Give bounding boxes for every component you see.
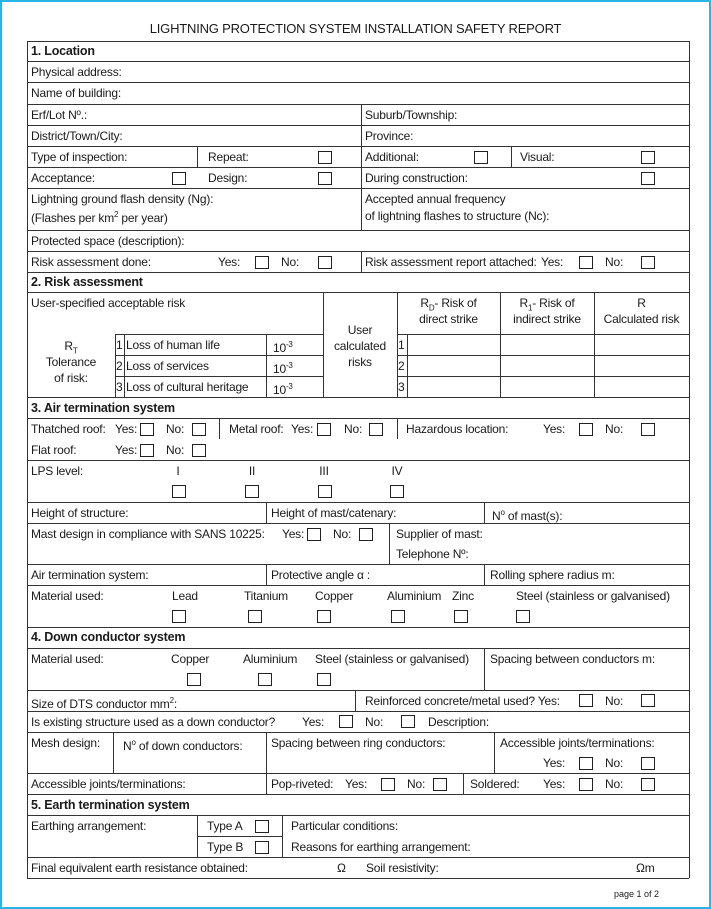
additional-checkbox[interactable] bbox=[474, 151, 488, 164]
risk-row-num-right: 1 bbox=[398, 338, 405, 352]
risk-report-no-label: No: bbox=[605, 255, 624, 269]
thatched-no-checkbox[interactable] bbox=[192, 423, 206, 436]
metal-yes-label: Yes: bbox=[291, 422, 314, 436]
down-copper-label: Copper bbox=[171, 652, 210, 666]
reasons-label: Reasons for earthing arrangement: bbox=[291, 840, 471, 854]
soldered-yes-checkbox[interactable] bbox=[579, 778, 593, 791]
type-a-checkbox[interactable] bbox=[255, 820, 269, 833]
user-calc-label: User bbox=[347, 323, 373, 337]
risk-row-value: $10^{-3}$ bbox=[273, 340, 293, 355]
down-steel-checkbox[interactable] bbox=[317, 673, 331, 686]
down-material-label: Material used: bbox=[31, 652, 104, 666]
pop-riveted-label: Pop-riveted: bbox=[271, 777, 334, 791]
ring-spacing-label: Spacing between ring conductors: bbox=[271, 736, 446, 750]
down-copper-checkbox[interactable] bbox=[187, 673, 201, 686]
protective-angle-label: Protective angle α : bbox=[271, 568, 370, 582]
rd-header-2: direct strike bbox=[419, 312, 478, 326]
thatched-yes-label: Yes: bbox=[115, 422, 138, 436]
user-specified-label: User-specified acceptable risk bbox=[31, 296, 186, 310]
visual-checkbox[interactable] bbox=[641, 151, 655, 164]
lps-level-iv-checkbox[interactable] bbox=[390, 485, 404, 498]
section-3-heading: 3. Air termination system bbox=[31, 401, 175, 415]
lps-level-i-checkbox[interactable] bbox=[172, 485, 186, 498]
erf-label: Erf/Lot Nº.: bbox=[31, 108, 88, 122]
soldered-yes-label: Yes: bbox=[543, 777, 566, 791]
risk-done-no-checkbox[interactable] bbox=[318, 256, 332, 269]
suburb-label: Suburb/Township: bbox=[365, 108, 458, 122]
ri-header-2: indirect strike bbox=[513, 312, 581, 326]
num-masts-label: $N^o$ of mast(s): bbox=[492, 508, 563, 523]
risk-done-yes-label: Yes: bbox=[218, 255, 241, 269]
hazardous-no-label: No: bbox=[605, 422, 624, 436]
particular-conditions-label: Particular conditions: bbox=[291, 819, 398, 833]
accessible-joints-label: Accessible joints/terminations: bbox=[500, 736, 655, 750]
joints-yes-label: Yes: bbox=[543, 756, 566, 770]
height-structure-label: Height of structure: bbox=[31, 506, 129, 520]
lps-level-iii-checkbox[interactable] bbox=[318, 485, 332, 498]
risk-row-num-right: 2 bbox=[398, 359, 405, 373]
pop-riveted-yes-label: Yes: bbox=[345, 777, 368, 791]
description-label: Description: bbox=[428, 715, 489, 729]
reinforced-label: Reinforced concrete/metal used? Yes: bbox=[365, 694, 560, 708]
reinforced-yes-checkbox[interactable] bbox=[579, 694, 593, 707]
joints-no-label: No: bbox=[605, 756, 624, 770]
repeat-checkbox[interactable] bbox=[318, 151, 332, 164]
final-resistance-label: Final equivalent earth resistance obtained: bbox=[31, 861, 248, 875]
joints-yes-checkbox[interactable] bbox=[579, 757, 593, 770]
section-1-heading: 1. Location bbox=[31, 44, 95, 58]
ohm-unit: Ω bbox=[337, 861, 346, 875]
material-zinc-checkbox[interactable] bbox=[454, 610, 468, 623]
soil-resistivity-label: Soil resistivity: bbox=[366, 861, 439, 875]
risk-row-label: Loss of services bbox=[126, 359, 209, 373]
risk-row-num-right: 3 bbox=[398, 380, 405, 394]
reinforced-no-label: No: bbox=[605, 694, 624, 708]
r-header-2: Calculated risk bbox=[603, 312, 680, 326]
existing-yes-label: Yes: bbox=[302, 715, 325, 729]
during-construction-label: During construction: bbox=[365, 171, 468, 185]
existing-no-checkbox[interactable] bbox=[401, 715, 415, 728]
down-steel-label: Steel (stainless or galvanised) bbox=[315, 652, 469, 666]
joints-no-checkbox[interactable] bbox=[641, 757, 655, 770]
type-b-checkbox[interactable] bbox=[255, 841, 269, 854]
mast-design-yes-label: Yes: bbox=[282, 527, 305, 541]
rolling-sphere-label: Rolling sphere radius m: bbox=[490, 568, 615, 582]
acceptance-label: Acceptance: bbox=[31, 171, 95, 185]
lps-level-label: LPS level: bbox=[31, 464, 84, 478]
material-zinc-label: Zinc bbox=[452, 589, 474, 603]
flash-density-label: Lightning ground flash density (Ng): bbox=[31, 192, 214, 206]
metal-no-checkbox[interactable] bbox=[369, 423, 383, 436]
flat-no-checkbox[interactable] bbox=[192, 444, 206, 457]
risk-done-yes-checkbox[interactable] bbox=[255, 256, 269, 269]
metal-yes-checkbox[interactable] bbox=[317, 423, 331, 436]
mast-design-no-checkbox[interactable] bbox=[359, 528, 373, 541]
down-aluminium-label: Aluminium bbox=[243, 652, 298, 666]
type-inspection-label: Type of inspection: bbox=[31, 150, 128, 164]
pop-riveted-no-checkbox[interactable] bbox=[433, 778, 447, 791]
material-aluminium-label: Aluminium bbox=[387, 589, 442, 603]
risk-done-label: Risk assessment done: bbox=[31, 255, 151, 269]
r-header: R bbox=[637, 296, 646, 310]
pop-riveted-yes-checkbox[interactable] bbox=[381, 778, 395, 791]
acceptance-checkbox[interactable] bbox=[172, 172, 186, 185]
risk-row-num: 3 bbox=[116, 380, 123, 394]
ri-header: $R_1-$ Risk of bbox=[519, 296, 575, 313]
spacing-conductors-label: Spacing between conductors m: bbox=[490, 652, 655, 666]
building-name-label: Name of building: bbox=[31, 86, 121, 100]
material-copper-checkbox[interactable] bbox=[317, 610, 331, 623]
section-5-heading: 5. Earth termination system bbox=[31, 798, 190, 812]
visual-label: Visual: bbox=[520, 150, 555, 164]
down-aluminium-checkbox[interactable] bbox=[258, 673, 272, 686]
lps-level-i-label: I bbox=[176, 464, 180, 478]
accepted-frequency-label-2: of lightning flashes to structure (Nc): bbox=[365, 209, 550, 223]
risk-report-yes-checkbox[interactable] bbox=[579, 256, 593, 269]
hazardous-yes-label: Yes: bbox=[543, 422, 566, 436]
thatched-yes-checkbox[interactable] bbox=[140, 423, 154, 436]
accessible-joints-label-2: Accessible joints/terminations: bbox=[31, 777, 186, 791]
lps-level-iii-label: III bbox=[319, 464, 329, 478]
risk-report-label: Risk assessment report attached: bbox=[365, 255, 537, 269]
existing-structure-label: Is existing structure used as a down conductor? bbox=[31, 715, 276, 729]
user-calc-label-2: calculated bbox=[333, 339, 387, 353]
flat-no-label: No: bbox=[166, 443, 185, 457]
material-steel-checkbox[interactable] bbox=[516, 610, 530, 623]
district-label: District/Town/City: bbox=[31, 129, 123, 143]
material-titanium-label: Titanium bbox=[244, 589, 288, 603]
type-b-label: Type B bbox=[207, 840, 244, 854]
design-checkbox[interactable] bbox=[318, 172, 332, 185]
dts-size-label: Size of DTS conductor $mm^2$: bbox=[31, 696, 177, 711]
air-material-label: Material used: bbox=[31, 589, 104, 603]
soldered-no-checkbox[interactable] bbox=[641, 778, 655, 791]
lps-level-ii-label: II bbox=[248, 464, 256, 478]
province-label: Province: bbox=[365, 129, 414, 143]
ohm-m-unit: Ωm bbox=[636, 861, 655, 875]
existing-yes-checkbox[interactable] bbox=[339, 715, 353, 728]
hazardous-yes-checkbox[interactable] bbox=[579, 423, 593, 436]
material-aluminium-checkbox[interactable] bbox=[391, 610, 405, 623]
hazardous-label: Hazardous location: bbox=[406, 422, 509, 436]
tolerance-label-2: of risk: bbox=[54, 371, 88, 385]
section-4-heading: 4. Down conductor system bbox=[31, 630, 186, 644]
risk-row-num: 2 bbox=[116, 359, 123, 373]
mast-design-no-label: No: bbox=[333, 527, 352, 541]
material-lead-label: Lead bbox=[172, 589, 198, 603]
telephone-label: Telephone Nº: bbox=[396, 547, 469, 561]
num-down-conductors-label: $N^o$ of down conductors: bbox=[123, 738, 243, 753]
tolerance-label: Tolerance bbox=[45, 355, 97, 369]
flat-yes-label: Yes: bbox=[115, 443, 138, 457]
mesh-design-label: Mesh design: bbox=[31, 736, 100, 750]
lps-level-iv-label: IV bbox=[391, 464, 403, 478]
risk-done-no-label: No: bbox=[281, 255, 300, 269]
rd-header: $R_D-$ Risk of bbox=[420, 296, 477, 313]
material-steel-label: Steel (stainless or galvanised) bbox=[516, 589, 670, 603]
risk-row-value: $10^{-3}$ bbox=[273, 382, 293, 397]
material-titanium-checkbox[interactable] bbox=[248, 610, 262, 623]
existing-no-label: No: bbox=[365, 715, 384, 729]
type-a-label: Type A bbox=[207, 819, 243, 833]
thatched-roof-label: Thatched roof: bbox=[31, 422, 106, 436]
protected-space-label: Protected space (description): bbox=[31, 234, 185, 248]
thatched-no-label: No: bbox=[166, 422, 185, 436]
supplier-label: Supplier of mast: bbox=[396, 527, 483, 541]
accepted-frequency-label: Accepted annual frequency bbox=[365, 192, 506, 206]
section-2-heading: 2. Risk assessment bbox=[31, 275, 143, 289]
soldered-no-label: No: bbox=[605, 777, 624, 791]
soldered-label: Soldered: bbox=[470, 777, 520, 791]
risk-report-no-checkbox[interactable] bbox=[641, 256, 655, 269]
physical-address-label: Physical address: bbox=[31, 65, 122, 79]
material-copper-label: Copper bbox=[315, 589, 354, 603]
risk-row-num: 1 bbox=[116, 338, 123, 352]
height-mast-label: Height of mast/catenary: bbox=[271, 506, 397, 520]
flat-roof-label: Flat roof: bbox=[31, 443, 77, 457]
additional-label: Additional: bbox=[365, 150, 419, 164]
report-title: LIGHTNING PROTECTION SYSTEM INSTALLATION SAFETY REPORT bbox=[149, 21, 562, 36]
earthing-arrangement-label: Earthing arrangement: bbox=[31, 819, 147, 833]
pop-riveted-no-label: No: bbox=[407, 777, 426, 791]
risk-report-yes-label: Yes: bbox=[541, 255, 564, 269]
metal-no-label: No: bbox=[344, 422, 363, 436]
repeat-label: Repeat: bbox=[208, 150, 249, 164]
user-calc-label-3: risks bbox=[348, 355, 372, 369]
reinforced-no-checkbox[interactable] bbox=[641, 694, 655, 707]
design-label: Design: bbox=[208, 171, 248, 185]
risk-row-label: Loss of cultural heritage bbox=[126, 380, 249, 394]
mast-design-yes-checkbox[interactable] bbox=[307, 528, 321, 541]
risk-row-label: Loss of human life bbox=[126, 338, 220, 352]
hazardous-no-checkbox[interactable] bbox=[641, 423, 655, 436]
air-termination-label: Air termination system: bbox=[31, 568, 149, 582]
material-lead-checkbox[interactable] bbox=[172, 610, 186, 623]
lps-level-ii-checkbox[interactable] bbox=[245, 485, 259, 498]
during-construction-checkbox[interactable] bbox=[641, 172, 655, 185]
mast-design-label: Mast design in compliance with SANS 10225: bbox=[31, 527, 265, 541]
rt-symbol: $R_T$ bbox=[64, 339, 78, 356]
page-number: page 1 of 2 bbox=[613, 889, 659, 899]
flat-yes-checkbox[interactable] bbox=[140, 444, 154, 457]
flash-density-unit: (Flashes per $km^2$ per year) bbox=[31, 210, 168, 225]
risk-row-value: $10^{-3}$ bbox=[273, 361, 293, 376]
metal-roof-label: Metal roof: bbox=[229, 422, 284, 436]
